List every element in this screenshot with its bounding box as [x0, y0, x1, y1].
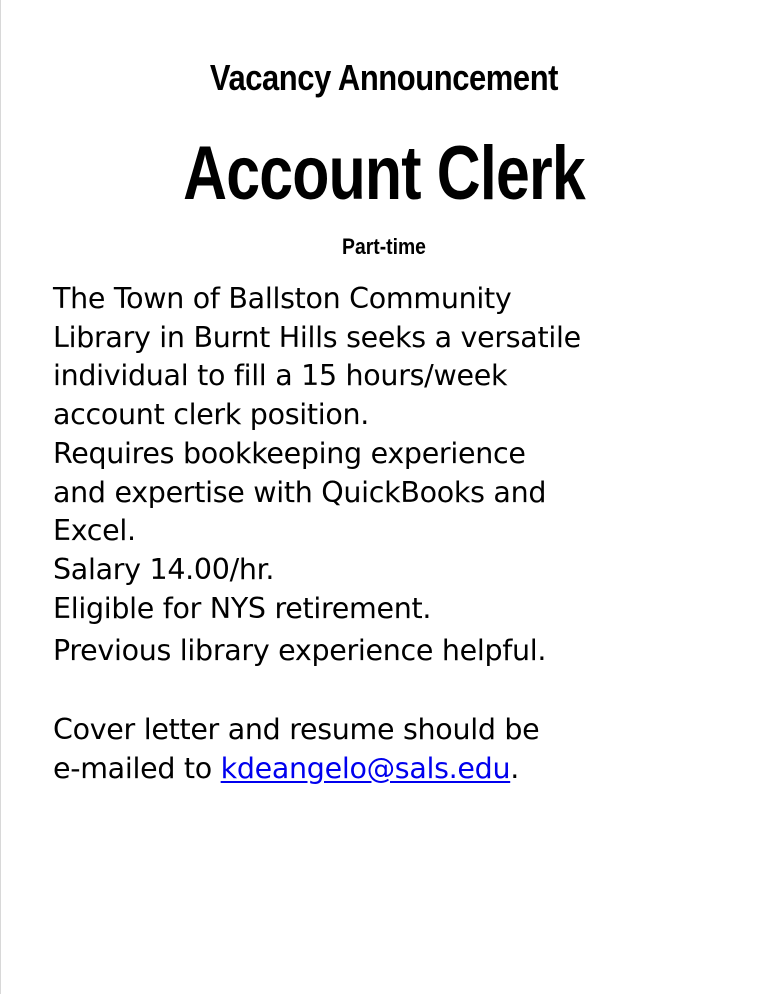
email-instruction-line	[53, 750, 753, 789]
email-suffix: .	[510, 751, 519, 785]
body-line: Excel.	[53, 514, 136, 548]
position-title: Account Clerk	[183, 131, 585, 216]
body-line: The Town of Ballston Community	[53, 282, 512, 315]
contact-email-link[interactable]: kdeangelo@sals.edu	[220, 751, 511, 785]
experience-line: Previous library experience helpful.	[53, 634, 547, 668]
announcement-label: Vacancy Announcement	[209, 57, 559, 98]
retirement-line: Eligible for NYS retirement.	[53, 591, 432, 625]
body-line: Requires bookkeeping experience	[53, 436, 526, 470]
body-line: and expertise with QuickBooks and	[53, 475, 547, 509]
application-line: Cover letter and resume should be	[53, 713, 540, 747]
employment-type: Part-time	[342, 234, 426, 259]
page-edge-divider	[0, 0, 1, 994]
body-line: account clerk position.	[53, 398, 370, 432]
body-line: individual to fill a 15 hours/week	[53, 359, 508, 393]
announcement-body	[53, 280, 753, 788]
email-prefix: e-mailed to	[53, 751, 221, 785]
body-line: Library in Burnt Hills seeks a versatile	[53, 320, 581, 354]
salary-line: Salary 14.00/hr.	[53, 552, 275, 586]
